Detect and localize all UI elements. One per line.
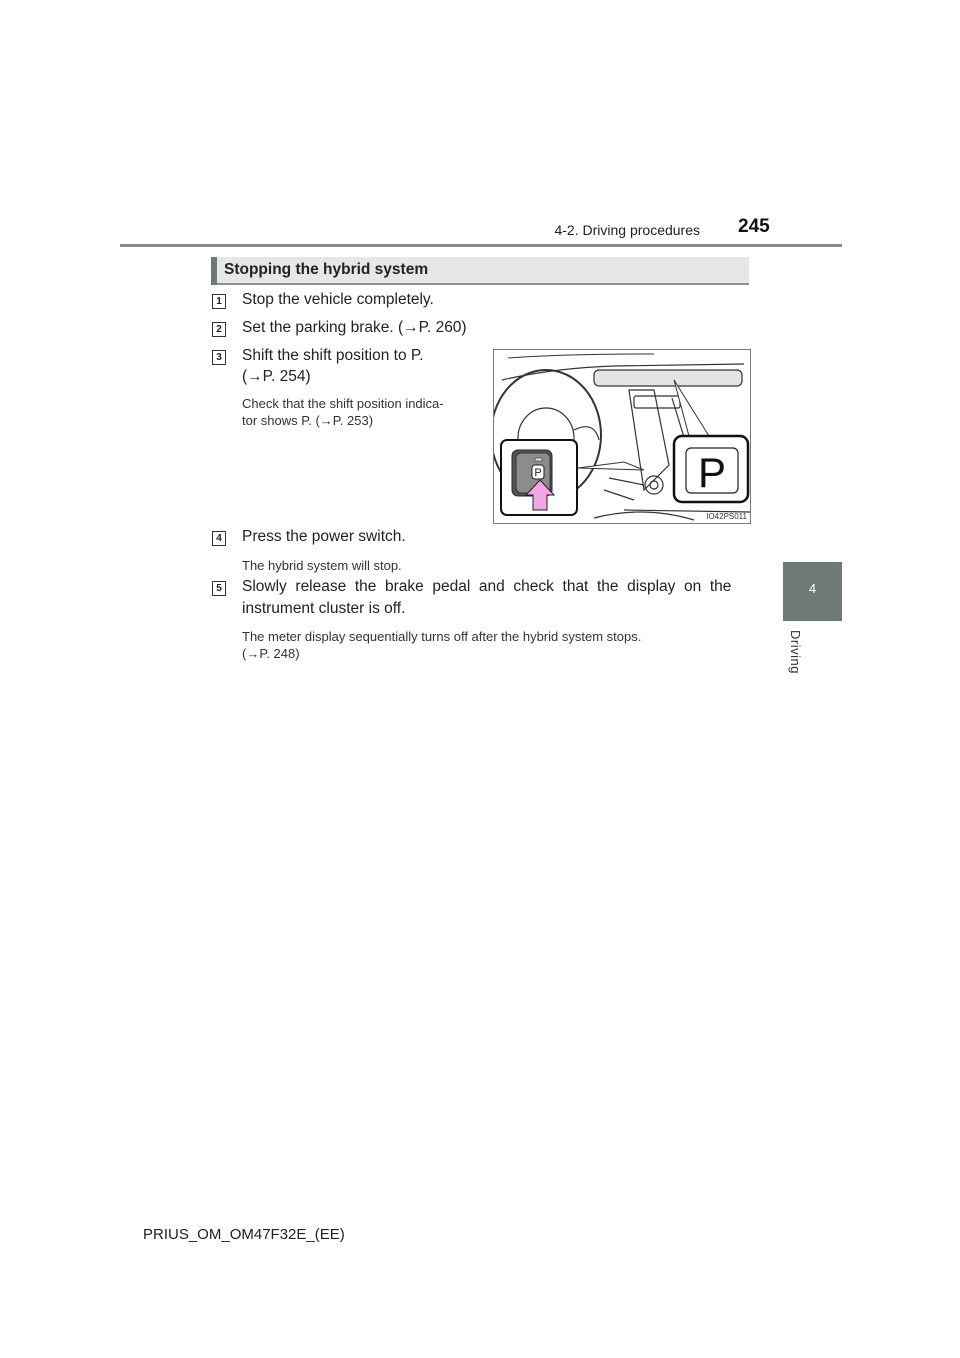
step-5-number: 5 — [212, 581, 226, 596]
step-5-text-line2: instrument cluster is off. — [242, 600, 406, 617]
step-2-number: 2 — [212, 322, 226, 337]
step-4-note: The hybrid system will stop. — [242, 558, 402, 573]
step-2-text: Set the parking brake. (→P. 260) — [242, 319, 467, 336]
step-5-note-line2: (→P. 248) — [242, 646, 300, 661]
document-id: PRIUS_OM_OM47F32E_(EE) — [143, 1226, 345, 1243]
step-1-number: 1 — [212, 294, 226, 309]
step-4-number: 4 — [212, 531, 226, 546]
header-divider — [120, 244, 842, 247]
step-5-text-line1: Slowly release the brake pedal and check that the display on the — [242, 578, 732, 595]
step-1-text: Stop the vehicle completely. — [242, 291, 434, 308]
step-5-note-line1: The meter display sequentially turns off after the hybrid system stops. — [242, 629, 642, 644]
chapter-label: Driving — [788, 630, 803, 674]
chapter-tab[interactable]: 4 — [783, 562, 842, 621]
step-3-text-line1: Shift the shift position to P. — [242, 347, 424, 364]
shift-p-button-illustration — [493, 349, 751, 524]
step-3-text-line2: (→P. 254) — [242, 368, 311, 385]
indicator-letter: P — [697, 449, 727, 496]
dashboard-drawing — [494, 350, 750, 523]
step-4-text: Press the power switch. — [242, 528, 406, 545]
step-3-note-line1: Check that the shift position indica- — [242, 396, 444, 411]
section-title: Stopping the hybrid system — [224, 261, 429, 278]
figure-code: IO42PS011 — [706, 512, 747, 521]
step-3-note-line2: tor shows P. (→P. 253) — [242, 413, 374, 428]
shift-button-letter: P — [534, 467, 542, 479]
page-number: 245 — [738, 216, 770, 237]
step-3-number: 3 — [212, 350, 226, 365]
header-section-title: 4-2. Driving procedures — [554, 222, 700, 238]
